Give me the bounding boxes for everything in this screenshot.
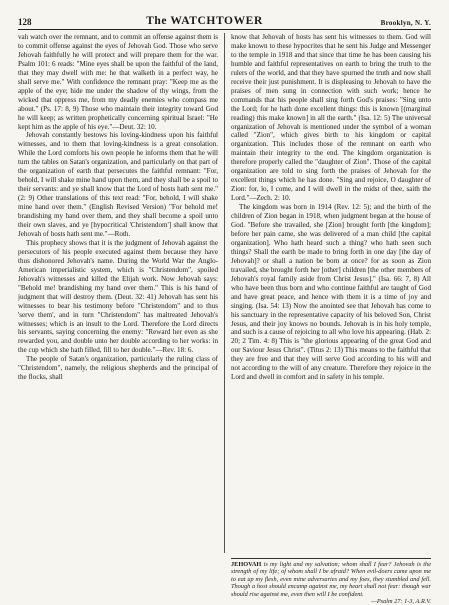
publication-place: Brooklyn, N. Y. — [380, 19, 431, 27]
column-divider — [224, 33, 225, 553]
left-column — [18, 33, 218, 553]
right-column — [231, 33, 431, 553]
paragraph: This prophecy shows that it is the judgment of Jehovah against the persecutors of his people executed against them because they have thus dishonored Jehovah's name. During the World War the Anglo-American imperialistic system, which is "Christendom", spoiled Jehovah's witnesses and killed the Elijah work. Now Jehovah says: "Behold me! brandishing my hand over them." This is his hand of judgment that will destroy them. (Deut. 32: 41) Jehovah has sent his witnesses to bear his testimony before "Christendom" and to thus 'serve them', and in turn "Christendom" has maltreated Jehovah's witnesses; which is an insult to the Lord. Therefore the Lord directs his servants, saying concerning the enemy: "Reward her even as she rewarded you, and double unto her double according to her works: in the cup which she hath filled, fill to her double."—Rev. 18: 6. — [18, 238, 218, 355]
footer-quote-box — [231, 558, 431, 605]
paragraph: The people of Satan's organization, particularly the ruling class of "Christendom", namely, the religious shepherds and the principal of the flocks, shall — [18, 355, 218, 382]
masthead-title: The WATCHTOWER — [146, 15, 263, 27]
paragraph: know that Jehovah of hosts has sent his witnesses to them. God will make known to these hypocrites that he sent his Judge and Messenger to the temple in 1918 and that since that time he has been causing his humble and faithful representatives on earth to bring the truth to the rulers of the world, and that they have spurned the truth and now shall receive their just punishment. It is displeasing to Jehovah to have the praises of men sung in connection with such work; hence he commands that his people shall sing forth God's praises: "Sing unto the Lord; for he hath done excellent things: this is known [(marginal reading) this make known] in all the earth." (Isa. 12: 5) The universal organization of Jehovah is mentioned under the symbol of a woman called "Zion", which gives birth to his kingdom or capital organization. This includes those of the remnant on earth who maintain their integrity to the end. The kingdom organization is therefore properly called the "daughter of Zion". Those of the capital organization are told to sing forth the praises of Jehovah for the excellent things which he has done. "Sing and rejoice, O daughter of Zion: for, lo, I come, and I will dwell in the midst of thee, saith the Lord."—Zech. 2: 10. — [231, 33, 431, 203]
paragraph: vah watch over the remnant, and to commit an offense against them is to commit offense against the eyes of Jehovah God. Those who serve Jehovah faithfully he will protect and will prepare them for the war. Psalm 101: 6 reads: "Mine eyes shall be upon the faithful of the land, that they may dwell with me: he that walketh in a perfect way, he shall serve me." With confidence the remnant pray: "Keep me as the apple of the eye; hide me under the shadow of thy wings, from the wicked that oppress me, from my deadly enemies who compass me about." (Ps. 17: 8, 9) Those who maintain their integrity toward God he will keep; as written prophetically concerning spiritual Israel: "He kept him as the apple of his eye."—Deut. 32: 10. — [18, 33, 218, 131]
footer-quote-text: is my light and my salvation; whom shall I fear? Jehovah is the strength of my life; of whom shall I be afraid? When evil-doers came upon me to eat up my flesh, even mine adversaries and my foes, they stumbled and fell. Though a host should encamp against me, my heart shall not fear: though war should rise against me, even then will I be confident. — [231, 561, 431, 598]
page-number: 128 — [18, 17, 32, 27]
page-header — [18, 11, 431, 27]
footer-quote — [231, 561, 431, 598]
paragraph: The kingdom was born in 1914 (Rev. 12: 5); and the birth of the children of Zion began in 1918, when judgment began at the house of God. "Before she travailed, she [Zion] brought forth [the kingdom]; before her pain came, she was delivered of a man child [the capital organization]. Who hath heard such a thing? who hath seen such things? Shall the earth be made to bring forth in one day [the day of Jehovah]? or shall a nation be born at once? for as soon as Zion travailed, she brought forth her [other] children [the other members of Jehovah's royal family aside from Christ Jesus]." (Isa. 66: 7, 8) All who have been thus born and who continue faithful are taught of God and have great peace, and hence with them it is a time of joy and singing. (Isa. 54: 13) Now the anointed see that Jehovah has come to his sanctuary in the representative capacity of his beloved Son, Christ Jesus, and their joy knows no bounds. Jehovah is in his holy temple, and such is a cause of rejoicing to all who love his appearing. (Hab. 2: 20; 2 Tim. 4: 8) This is "the glorious appearing of the great God and our Saviour Jesus Christ". (Titus 2: 13) This means to the faithful that they are free and that they will serve God according to his will and not according to the will of any creature. Therefore they rejoice in the Lord and dwell in comfort and in safety in his temple. — [231, 203, 431, 382]
paragraph: Jehovah constantly bestows his loving-kindness upon his faithful witnesses, and to them that loving-kindness is a great consolation. While the Lord comforts his own people he informs them that he will turn the tables on Satan's organization, and particularly on that part of the organization of earth that persecutes the faithful remnant: "For, behold, I will shake mine hand upon them, and they shall be a spoil to their servants: and ye shall know that the Lord of hosts hath sent me." (2: 9) Other translations of this text read: "For, behold, I will shake mine hand over them." (English Revised Version) "For behold me! brandishing my hand over them, and they shall become a spoil unto their own slaves, and ye [hypocritical 'Christendom'] shall know that Jehovah of hosts hath sent me."—Roth. — [18, 131, 218, 238]
footer-reference: —Psalm 27: 1-3, A.R.V. — [371, 598, 431, 605]
footer-quote-lead: JEHOVAH — [231, 561, 262, 568]
header-rule — [18, 29, 431, 30]
